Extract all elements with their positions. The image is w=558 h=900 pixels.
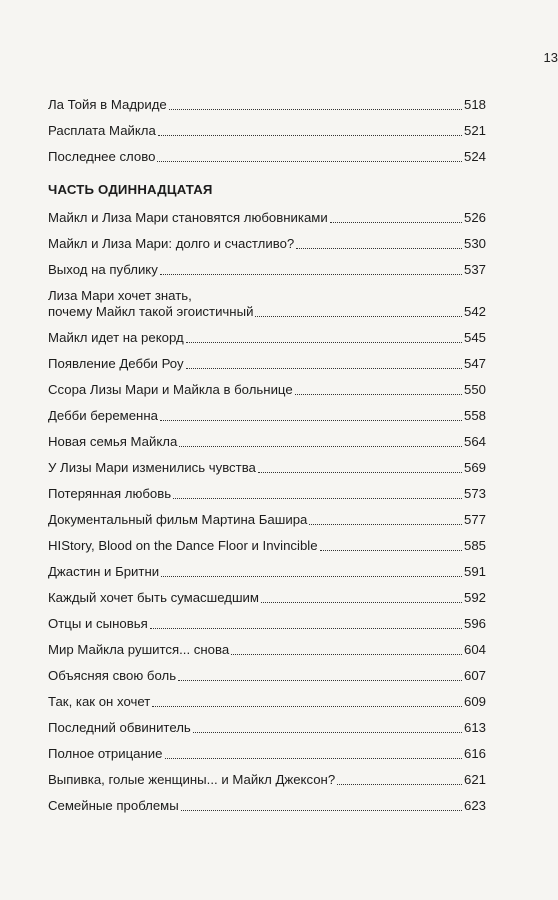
toc-entry-page: 530 (463, 236, 486, 251)
toc-entry-page: 607 (463, 668, 486, 683)
toc-entry-leader (161, 576, 462, 577)
toc-entry-title: Мир Майкла рушится... снова (48, 642, 230, 657)
toc-entry-title: HIStory, Blood on the Dance Floor и Invincible (48, 538, 318, 553)
toc-entry-leader (181, 810, 462, 811)
toc-entry-leader (258, 472, 462, 473)
toc-entry (48, 538, 486, 554)
toc-entry-leader (193, 732, 462, 733)
toc-entry-leader (160, 420, 462, 421)
toc-entry-page: 537 (463, 262, 486, 277)
toc-entry-page: 545 (463, 330, 486, 345)
toc-entry-leader (296, 248, 462, 249)
toc-entry (48, 668, 486, 684)
toc-entry (48, 262, 486, 278)
toc-entry (48, 288, 486, 320)
toc-entry-leader (186, 368, 462, 369)
toc-entry-leader (173, 498, 462, 499)
toc-entry (48, 460, 486, 476)
toc-entry-page: 592 (463, 590, 486, 605)
toc-entry-title: Каждый хочет быть сумасшедшим (48, 590, 259, 605)
toc-entry-title: Ла Тойя в Мадриде (48, 97, 167, 112)
toc-entry-leader (158, 135, 462, 136)
toc-entry-page: 518 (463, 97, 486, 112)
toc-entry (48, 434, 486, 450)
toc-group-after (48, 210, 486, 814)
toc-entry-title: Майкл идет на рекорд (48, 330, 184, 345)
toc-entry (48, 798, 486, 814)
toc-entry (48, 210, 486, 226)
toc-entry-title: Джастин и Бритни (48, 564, 160, 579)
toc-entry-title: Майкл и Лиза Мари: долго и счастливо? (48, 236, 295, 251)
toc-entry-title: Дебби беременна (48, 408, 158, 423)
toc-entry-leader (320, 550, 462, 551)
toc-entry (48, 746, 486, 762)
toc-entry-title: Так, как он хочет (48, 694, 151, 709)
toc-entry-page: 573 (463, 486, 486, 501)
toc-entry (48, 720, 486, 736)
toc-entry-leader (178, 680, 462, 681)
toc-entry-page: 621 (463, 772, 486, 787)
toc-entry-page: 521 (463, 123, 486, 138)
toc-entry-page: 558 (463, 408, 486, 423)
toc-entry (48, 408, 486, 424)
toc-entry-page: 585 (463, 538, 486, 553)
toc-entry-title: Документальный фильм Мартина Башира (48, 512, 308, 527)
toc-entry-page: 609 (463, 694, 486, 709)
toc-entry-leader (309, 524, 462, 525)
toc-entry-leader (179, 446, 462, 447)
toc-entry-leader (295, 394, 462, 395)
toc-entry-title: Потерянная любовь (48, 486, 172, 501)
toc-group-before (48, 97, 486, 165)
toc-entry-leader (160, 274, 462, 275)
toc-entry-page: 604 (463, 642, 486, 657)
toc-entry-title: Семейные проблемы (48, 798, 179, 813)
toc-entry-title: Полное отрицание (48, 746, 163, 761)
toc-entry-page: 577 (463, 512, 486, 527)
toc-entry-page: 526 (463, 210, 486, 225)
toc-entry-title: Последнее слово (48, 149, 156, 164)
toc-entry (48, 356, 486, 372)
toc-entry (48, 236, 486, 252)
toc-entry (48, 772, 486, 788)
toc-entry-page: 569 (463, 460, 486, 475)
toc-entry-leader (255, 316, 462, 317)
toc-entry-title-line1: Лиза Мари хочет знать, (48, 288, 192, 303)
toc-entry-title (48, 288, 253, 320)
toc-entry-title: У Лизы Мари изменились чувства (48, 460, 256, 475)
toc-entry-page: 616 (463, 746, 486, 761)
toc-entry-leader (165, 758, 462, 759)
toc-entry-leader (337, 784, 462, 785)
toc-entry-page: 524 (463, 149, 486, 164)
page-number: 13 (543, 50, 558, 65)
toc-entry (48, 642, 486, 658)
table-of-contents (48, 97, 486, 824)
toc-entry (48, 382, 486, 398)
toc-entry (48, 123, 486, 139)
toc-entry-leader (261, 602, 462, 603)
toc-entry-title: Появление Дебби Роу (48, 356, 184, 371)
toc-entry-title: Ссора Лизы Мари и Майкла в больнице (48, 382, 293, 397)
toc-entry-title: Объясняя свою боль (48, 668, 177, 683)
toc-entry-leader (150, 628, 462, 629)
toc-entry-leader (157, 161, 462, 162)
toc-entry-page: 623 (463, 798, 486, 813)
toc-entry (48, 590, 486, 606)
toc-entry-title: Новая семья Майкла (48, 434, 178, 449)
toc-entry-title: Расплата Майкла (48, 123, 156, 138)
toc-entry-leader (169, 109, 462, 110)
toc-entry-page: 596 (463, 616, 486, 631)
section-heading: ЧАСТЬ ОДИННАДЦАТАЯ (48, 182, 213, 197)
toc-entry-page: 613 (463, 720, 486, 735)
toc-entry (48, 149, 486, 165)
toc-entry-title: Отцы и сыновья (48, 616, 148, 631)
toc-entry-title: Выход на публику (48, 262, 158, 277)
toc-entry-leader (330, 222, 462, 223)
toc-entry-title: Майкл и Лиза Мари становятся любовниками (48, 210, 328, 225)
toc-entry-page: 550 (463, 382, 486, 397)
toc-entry-leader (231, 654, 462, 655)
toc-entry-page: 564 (463, 434, 486, 449)
toc-entry (48, 486, 486, 502)
toc-entry (48, 512, 486, 528)
toc-entry-title-line2: почему Майкл такой эгоистичный (48, 304, 254, 319)
toc-entry-title: Последний обвинитель (48, 720, 191, 735)
toc-entry-page: 547 (463, 356, 486, 371)
toc-entry-page: 591 (463, 564, 486, 579)
toc-entry (48, 330, 486, 346)
toc-entry (48, 694, 486, 710)
toc-entry (48, 564, 486, 580)
toc-entry-leader (186, 342, 462, 343)
toc-entry (48, 97, 486, 113)
toc-entry-title: Выпивка, голые женщины... и Майкл Джексон? (48, 772, 336, 787)
toc-entry-leader (152, 706, 462, 707)
toc-entry (48, 616, 486, 632)
toc-entry-page: 542 (463, 304, 486, 319)
